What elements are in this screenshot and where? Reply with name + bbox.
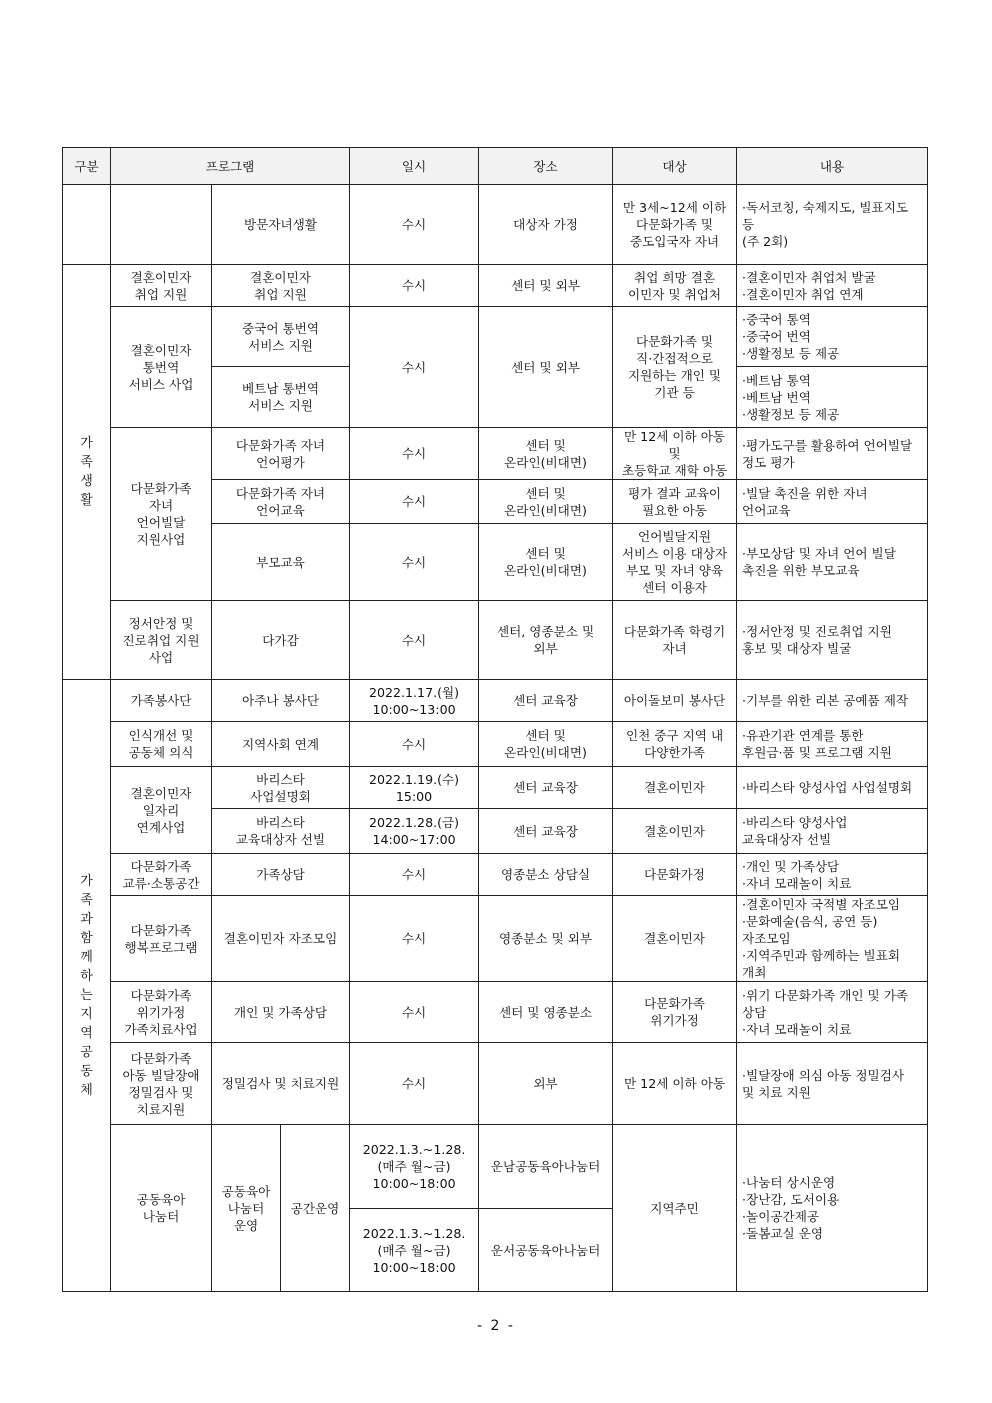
- place-cell: 센터 교육장: [479, 767, 613, 809]
- program-sub: 바리스타 교육대상자 선빌: [212, 809, 350, 854]
- table-row: [63, 767, 928, 809]
- table-row: [63, 307, 928, 367]
- place-cell: 센터 및 외부: [479, 265, 613, 307]
- program-sub: 방문자녀생활: [212, 185, 350, 265]
- date-cell: 2022.1.19.(수) 15:00: [350, 767, 479, 809]
- program-sub2: 공간운영: [281, 1125, 350, 1292]
- place-cell: 외부: [479, 1043, 613, 1125]
- header-row: [63, 148, 928, 185]
- table-row: [63, 680, 928, 722]
- table-row: [63, 428, 928, 480]
- program-sub: 부모교육: [212, 524, 350, 601]
- place-cell: 영종분소 상담실: [479, 854, 613, 896]
- place-cell: 센터, 영종분소 및 외부: [479, 601, 613, 680]
- place-cell: 대상자 가정: [479, 185, 613, 265]
- content-cell: ·결혼이민자 취업처 발굴 ·결혼이민자 취업 연계: [737, 265, 928, 307]
- content-cell: ·빌달장애 의심 아동 정밀검사 및 치료 지원: [737, 1043, 928, 1125]
- program-sub: 베트남 통번역 서비스 지원: [212, 367, 350, 428]
- target-cell: 취업 희망 결혼 이민자 및 취업처: [613, 265, 737, 307]
- place-cell: 운서공동육아나눔터: [479, 1209, 613, 1292]
- program-sub: 공동육아 나눔터 운영: [212, 1125, 281, 1292]
- date-cell: 수시: [350, 854, 479, 896]
- place-cell: 센터 및 온라인(비대면): [479, 722, 613, 767]
- header-place: 장소: [479, 148, 613, 185]
- place-cell: 센터 및 온라인(비대면): [479, 524, 613, 601]
- program-schedule-table: [62, 147, 928, 1292]
- program-sub: 결혼이민자 취업 지원: [212, 265, 350, 307]
- table-row: [63, 185, 928, 265]
- date-cell: 2022.1.17.(월) 10:00~13:00: [350, 680, 479, 722]
- date-cell: 수시: [350, 265, 479, 307]
- table-row: [63, 722, 928, 767]
- program-sub: 다가감: [212, 601, 350, 680]
- target-cell: 만 3세~12세 이하 다문화가족 및 중도입국자 자녀: [613, 185, 737, 265]
- content-cell: ·결혼이민자 국적별 자조모임 ·문화예술(음식, 공연 등) 자조모임 ·지역주민과 함께하는 빌표회 개최: [737, 896, 928, 982]
- content-cell: ·빌달 촉진을 위한 자녀 언어교육: [737, 480, 928, 524]
- program-sub: 다문화가족 자녀 언어평가: [212, 428, 350, 480]
- target-cell: 만 12세 이하 아동: [613, 1043, 737, 1125]
- content-cell: ·바리스타 양성사업 교육대상자 선빌: [737, 809, 928, 854]
- program-group: 다문화가족 위기가정 가족치료사업: [111, 982, 212, 1043]
- target-cell: 평가 결과 교육이 필요한 아동: [613, 480, 737, 524]
- header-content: 내용: [737, 148, 928, 185]
- program-group: 결혼이민자 취업 지원: [111, 265, 212, 307]
- header-target: 대상: [613, 148, 737, 185]
- program-sub: 정밀검사 및 치료지원: [212, 1043, 350, 1125]
- content-cell: ·정서안정 및 진로취업 지원 홍보 및 대상자 빌굴: [737, 601, 928, 680]
- date-cell: 수시: [350, 307, 479, 428]
- target-cell: 다문화가족 및 직·간접적으로 지원하는 개인 및 기관 등: [613, 307, 737, 428]
- page-number: - 2 -: [477, 1318, 515, 1334]
- category-cell-empty: [63, 185, 111, 265]
- content-cell: ·위기 다문화가족 개인 및 가족 상담 ·자녀 모래놀이 치료: [737, 982, 928, 1043]
- date-cell: 수시: [350, 1043, 479, 1125]
- date-cell: 수시: [350, 480, 479, 524]
- program-group: 결혼이민자 일자리 연계사업: [111, 767, 212, 854]
- content-cell: ·평가도구를 활용하여 언어빌달 정도 평가: [737, 428, 928, 480]
- place-cell: 센터 및 온라인(비대면): [479, 480, 613, 524]
- target-cell: 결혼이민자: [613, 809, 737, 854]
- target-cell: 지역주민: [613, 1125, 737, 1292]
- content-cell: ·바리스타 양성사업 사업설명회: [737, 767, 928, 809]
- program-group: 다문화가족 교류·소통공간: [111, 854, 212, 896]
- program-group: 다문화가족 행복프로그램: [111, 896, 212, 982]
- header-gubun: 구분: [63, 148, 111, 185]
- target-cell: 아이돌보미 봉사단: [613, 680, 737, 722]
- program-sub: 중국어 통번역 서비스 지원: [212, 307, 350, 367]
- table-row: [63, 601, 928, 680]
- content-cell: ·기부를 위한 리본 공예품 제작: [737, 680, 928, 722]
- target-cell: 결혼이민자: [613, 767, 737, 809]
- table-row: [63, 265, 928, 307]
- table-row: [63, 854, 928, 896]
- content-cell: ·유관기관 연계를 통한 후원금·품 및 프로그램 지원: [737, 722, 928, 767]
- program-group: 공동육아 나눔터: [111, 1125, 212, 1292]
- date-cell: 수시: [350, 722, 479, 767]
- category-community: 가 족 과 함 께 하 는 지 역 공 동 체: [63, 680, 111, 1292]
- table-row: [63, 896, 928, 982]
- place-cell: 센터 및 온라인(비대면): [479, 428, 613, 480]
- content-cell: ·부모상담 및 자녀 언어 빌달 촉진을 위한 부모교육: [737, 524, 928, 601]
- content-cell: ·개인 및 가족상담 ·자녀 모래놀이 치료: [737, 854, 928, 896]
- program-group-empty: [111, 185, 212, 265]
- date-cell: 수시: [350, 982, 479, 1043]
- program-sub: 다문화가족 자녀 언어교육: [212, 480, 350, 524]
- program-sub: 결혼이민자 자조모임: [212, 896, 350, 982]
- table-row: [63, 1043, 928, 1125]
- content-cell: ·베트남 통역 ·베트남 번역 ·생활정보 등 제공: [737, 367, 928, 428]
- target-cell: 만 12세 이하 아동 및 초등학교 재학 아동: [613, 428, 737, 480]
- table-row: [63, 982, 928, 1043]
- date-cell: 2022.1.3.~1.28. (매주 월~금) 10:00~18:00: [350, 1125, 479, 1209]
- date-cell: 수시: [350, 428, 479, 480]
- target-cell: 다문화가족 학령기 자녀: [613, 601, 737, 680]
- date-cell: 수시: [350, 896, 479, 982]
- program-group: 다문화가족 아동 빌달장애 정밀검사 및 치료지원: [111, 1043, 212, 1125]
- place-cell: 센터 및 외부: [479, 307, 613, 428]
- program-group: 가족봉사단: [111, 680, 212, 722]
- header-program: 프로그램: [111, 148, 350, 185]
- content-cell: ·나눔터 상시운영 ·장난감, 도서이용 ·놀이공간제공 ·돌봄교실 운영: [737, 1125, 928, 1292]
- program-sub: 개인 및 가족상담: [212, 982, 350, 1043]
- target-cell: 언어빌달지원 서비스 이용 대상자 부모 및 자녀 양육 센터 이용자: [613, 524, 737, 601]
- target-cell: 다문화가정: [613, 854, 737, 896]
- place-cell: 센터 교육장: [479, 809, 613, 854]
- date-cell: 수시: [350, 524, 479, 601]
- header-date: 일시: [350, 148, 479, 185]
- date-cell: 2022.1.28.(금) 14:00~17:00: [350, 809, 479, 854]
- content-cell: ·독서코칭, 숙제지도, 빌표지도 등 (주 2회): [737, 185, 928, 265]
- content-cell: ·중국어 통역 ·중국어 번역 ·생활정보 등 제공: [737, 307, 928, 367]
- program-group: 정서안정 및 진로취업 지원 사업: [111, 601, 212, 680]
- category-family-life: 가 족 생 활: [63, 265, 111, 680]
- program-group: 다문화가족 자녀 언어빌달 지원사업: [111, 428, 212, 601]
- date-cell: 2022.1.3.~1.28. (매주 월~금) 10:00~18:00: [350, 1209, 479, 1292]
- program-sub: 지역사회 연계: [212, 722, 350, 767]
- program-group: 인식개선 및 공동체 의식: [111, 722, 212, 767]
- place-cell: 운남공동육아나눔터: [479, 1125, 613, 1209]
- program-sub: 아주나 봉사단: [212, 680, 350, 722]
- place-cell: 센터 교육장: [479, 680, 613, 722]
- place-cell: 영종분소 및 외부: [479, 896, 613, 982]
- date-cell: 수시: [350, 185, 479, 265]
- target-cell: 다문화가족 위기가정: [613, 982, 737, 1043]
- program-group: 결혼이민자 통번역 서비스 사업: [111, 307, 212, 428]
- target-cell: 결혼이민자: [613, 896, 737, 982]
- target-cell: 인천 중구 지역 내 다양한가족: [613, 722, 737, 767]
- table-row: [63, 1125, 928, 1209]
- date-cell: 수시: [350, 601, 479, 680]
- place-cell: 센터 및 영종분소: [479, 982, 613, 1043]
- program-sub: 가족상담: [212, 854, 350, 896]
- program-sub: 바리스타 사업설명회: [212, 767, 350, 809]
